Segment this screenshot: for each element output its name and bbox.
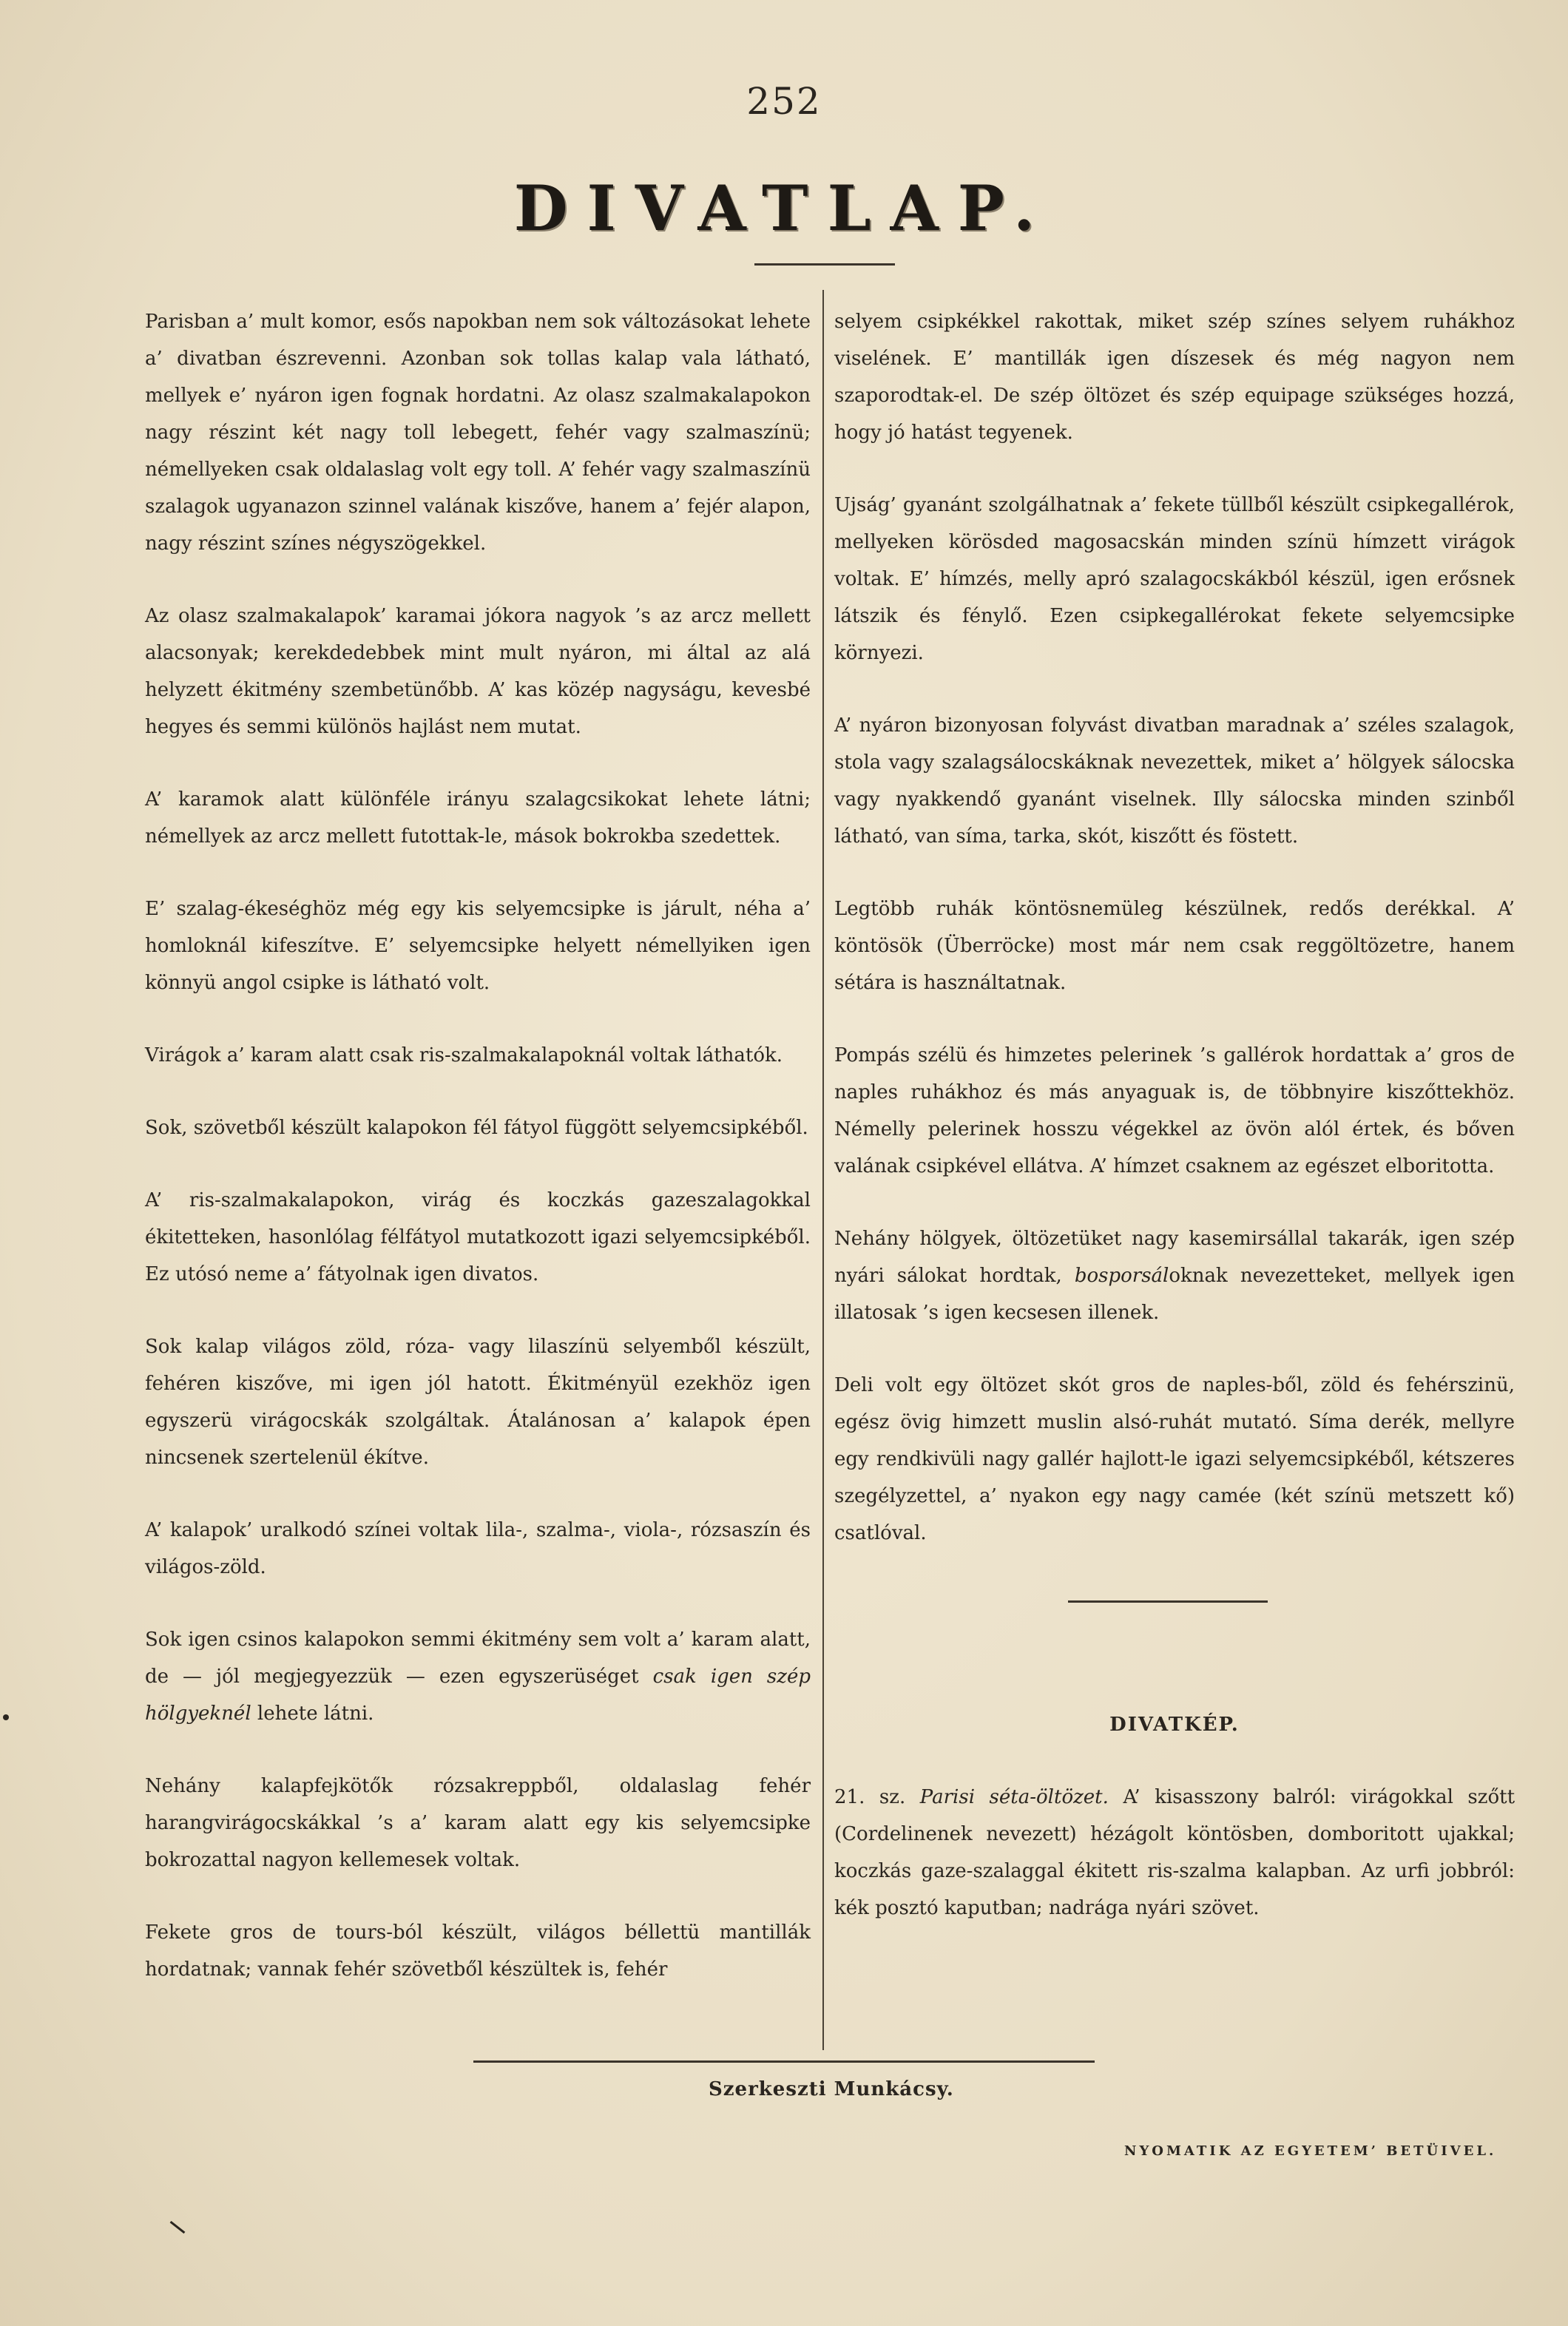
ink-dot — [3, 1714, 9, 1720]
paragraph: Nehány kalapfejkötők rózsakreppből, oldalaslag fehér harangvirágocskákkal ’s a’ karam alatt egy kis selyemcsipke bokrozattal nagyon kellemesek voltak. — [145, 1775, 811, 1871]
section-rule — [1068, 1600, 1268, 1603]
printer-imprint: NYOMATIK AZ EGYETEM’ BETÜIVEL. — [1124, 2143, 1497, 2159]
paragraph: Fekete gros de tours-ból készült, világos béllettü mantillák hordatnak; vannak fehér szövetből készültek is, fehér — [145, 1921, 811, 1981]
paragraph: A’ kalapok’ uralkodó színei voltak lila-, szalma-, viola-, rózsaszín és világos-zöld. — [145, 1519, 811, 1578]
fashion-plate-heading: DIVATKÉP. — [1109, 1714, 1240, 1736]
title-rule — [754, 263, 895, 266]
paragraph: Parisban a’ mult komor, esős napokban nem sok változásokat lehete a’ divatban észrevenni. Azonban sok tollas kalap vala látható, mellyek e’ nyáron igen fognak hordatni. Az olasz szalmakalapokon nagy részint két nagy toll lebegett, fehér vagy szalmaszínü; némellyeken csak oldalaslag volt egy toll. A’ fehér vagy szalmaszínü szalagok ugyanazon szinnel valának kiszőve, hanem a’ fejér alapon, nagy részint színes négyszögekkel. — [145, 311, 811, 555]
paragraph: Pompás szélü és himzetes pelerinek ’s gallérok hordattak a’ gros de naples ruhákhoz és más anyaguak is, de többnyire kiszőttekhöz. Némelly pelerinek hosszu végekkel az övön alól értek, és bőven valának csipkével ellátva. A’ hímzet csaknem az egészet elboritotta. — [834, 1044, 1515, 1177]
plate-text: A’ kisasszony balról: virágokkal szőtt (Cordelinenek nevezett) hézágolt köntösben, domboritott ujakkal; koczkás gaze-szalaggal ékitett ris-szalma kalapban. Az urfi jobbról: kék posztó kaputban; nadrága nyári szövet. — [834, 1786, 1515, 1919]
left-column — [145, 303, 811, 2024]
ink-mark — [170, 2221, 186, 2234]
paragraph: E’ szalag-ékeséghöz még egy kis selyemcsipke is járult, néha a’ homloknál kifeszítve. E’ selyemcsipke helyett némellyiken igen könnyü angol csipke is látható volt. — [145, 898, 811, 994]
italic-text: csak igen szép hölgyeknél — [145, 1666, 811, 1725]
bottom-rule — [473, 2060, 1095, 2063]
paragraph: A’ ris-szalmakalapokon, virág és koczkás gazeszalagokkal ékitetteken, hasonlólag félfátyol mutatkozott igazi selyemcsipkéből. Ez utósó neme a’ fátyolnak igen divatos. — [145, 1189, 811, 1285]
paragraph: Ujság’ gyanánt szolgálhatnak a’ fekete tüllből készült csipkegallérok, mellyeken körösded magosacskán minden színü hímzett virágok voltak. E’ hímzés, melly apró szalagocskákból készül, igen erősnek látszik és fénylő. Ezen csipkegallérokat fekete selyemcsipke környezi. — [834, 494, 1515, 664]
paragraph: A’ nyáron bizonyosan folyvást divatban maradnak a’ széles szalagok, stola vagy szalagsálocskáknak nevezettek, miket a’ hölgyek sálocska vagy nyakkendő gyanánt viselnek. Illy sálocska minden szinből látható, van síma, tarka, skót, kiszőtt és föstett. — [834, 714, 1515, 848]
editor-credit: Szerkeszti Munkácsy. — [709, 2078, 954, 2100]
paragraph: Legtöbb ruhák köntösnemüleg készülnek, redős derékkal. A’ köntösök (Überröcke) most már nem csak reggöltözetre, hanem sétára is használtatnak. — [834, 898, 1515, 994]
paragraph-with-italic — [834, 1220, 1515, 1331]
paragraph: A’ karamok alatt különféle irányu szalagcsikokat lehete látni; némellyek az arcz mellett futottak-le, mások bokrokba szedettek. — [145, 788, 811, 848]
italic-text: bosporsál — [1074, 1265, 1169, 1287]
paragraph: Virágok a’ karam alatt csak ris-szalmakalapoknál voltak láthatók. — [145, 1044, 783, 1066]
column-divider — [822, 290, 824, 2050]
paragraph: selyem csipkékkel rakottak, miket szép színes selyem ruhákhoz viselének. E’ mantillák igen díszesek és még nagyon nem szaporodtak-el. De szép öltözet és szép equipage szükséges hozzá, hogy jó hatást tegyenek. — [834, 311, 1515, 444]
text-run: Nehány hölgyek, öltözetüket nagy kasemirsállal takarák, igen szép nyári sálokat hordtak, — [834, 1228, 1515, 1287]
paragraph: Sok, szövetből készült kalapokon fél fátyol függött selyemcsipkéből. — [145, 1117, 808, 1139]
plate-number: 21. sz. — [834, 1786, 906, 1808]
page-number: 252 — [746, 80, 822, 123]
paragraph: Az olasz szalmakalapok’ karamai jókora nagyok ’s az arcz mellett alacsonyak; kerekdedebbek mint mult nyáron, mi által az alá helyzett ékitmény szembetünőbb. A’ kas közép nagyságu, kevesbé hegyes és semmi különös hajlást nem mutat. — [145, 605, 811, 738]
paragraph: Sok kalap világos zöld, róza- vagy lilaszínü selyemből készült, fehéren kiszőve, mi igen jól hatott. Ékitményül ezekhöz igen egyszerü virágocskák szolgáltak. Átalánosan a’ kalapok épen nincsenek szertelenül ékítve. — [145, 1336, 811, 1469]
plate-title: Parisi séta-öltözet. — [919, 1786, 1109, 1808]
text-run: Sok igen csinos kalapokon semmi ékitmény sem volt a’ karam alatt, de — jól megjegyezzük — ezen egyszerüséget — [145, 1629, 811, 1688]
text-run: oknak nevezetteket, mellyek igen illatosak ’s igen kecsesen illenek. — [834, 1265, 1515, 1324]
paragraph: Deli volt egy öltözet skót gros de naples-ből, zöld és fehérszinü, egész övig himzett muslin alsó-ruhát mutató. Síma derék, mellyre egy rendkivüli nagy gallér hajlott-le igazi selyemcsipkéből, kétszeres szegélyzettel, a’ nyakon egy nagy camée (két színü metszett kő) csatlóval. — [834, 1374, 1515, 1544]
text-run: lehete látni. — [251, 1703, 374, 1725]
masthead-title: DIVATLAP. — [513, 172, 1055, 245]
paragraph-with-italic — [145, 1621, 811, 1732]
right-column — [834, 303, 1515, 1962]
fashion-plate-caption — [834, 1779, 1515, 1927]
